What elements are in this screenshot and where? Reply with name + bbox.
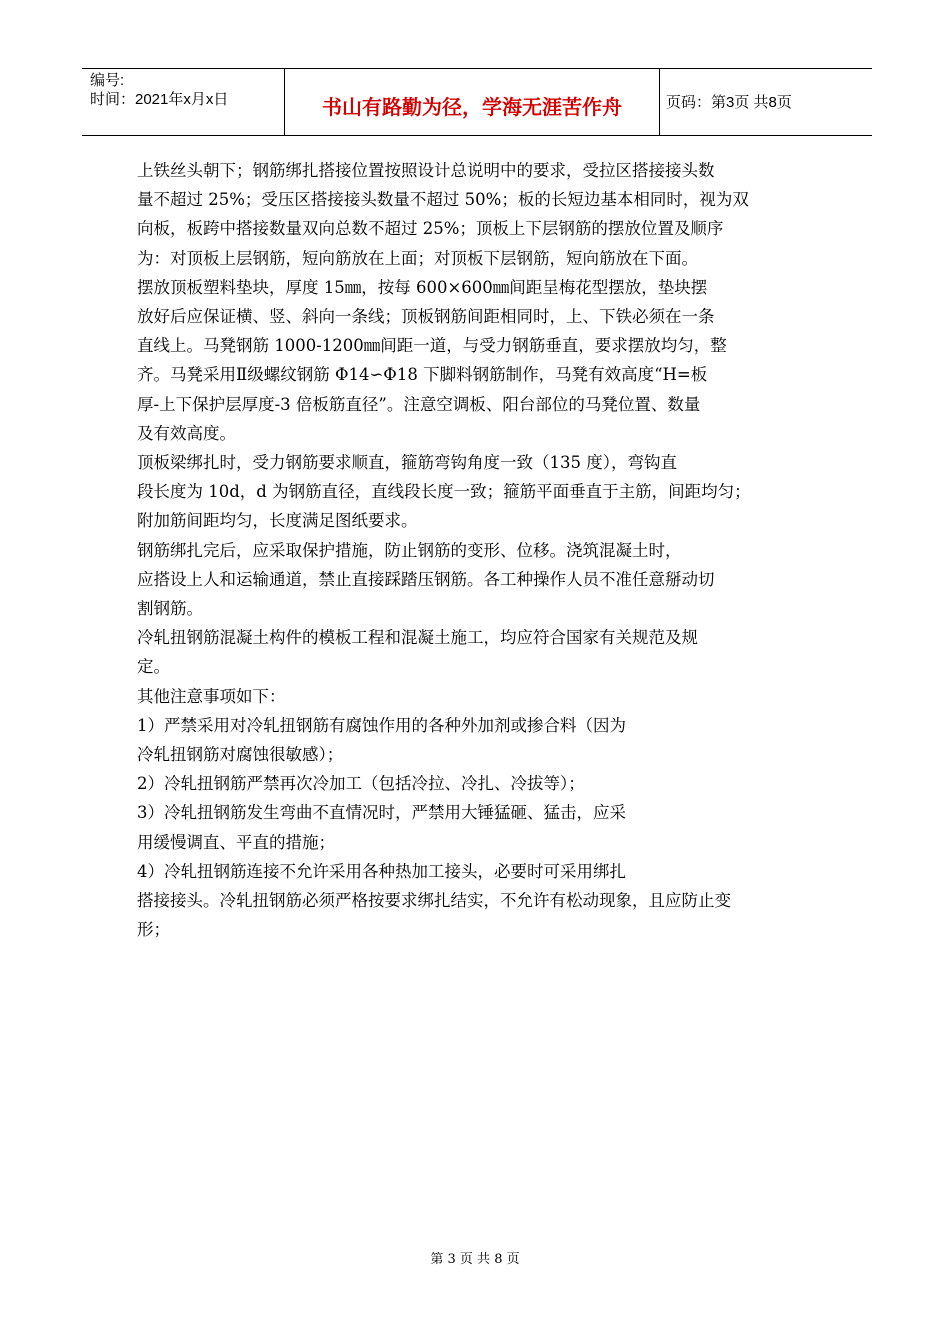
body-text-line: 直线上。马凳钢筋 1000-1200㎜间距一道，与受力钢筋垂直，要求摆放均匀，整	[137, 336, 727, 356]
body-text-line: 其他注意事项如下：	[137, 686, 286, 706]
header-page-cell	[660, 69, 872, 135]
body-text-line: 上铁丝头朝下；钢筋绑扎搭接位置按照设计总说明中的要求，受拉区搭接接头数	[137, 161, 715, 180]
header-info-cell	[82, 69, 285, 135]
body-text-line: 4）冷轧扭钢筋连接不允许采用各种热加工接头，必要时可采用绑扎	[137, 861, 626, 881]
body-text-line: 定。	[137, 657, 170, 677]
body-text-line: 冷轧扭钢筋对腐蚀很敏感）；	[137, 745, 344, 764]
body-text-line: 附加筋间距均匀，长度满足图纸要求。	[137, 511, 418, 531]
body-text-line: 放好后应保证横、竖、斜向一条线；顶板钢筋间距相同时，上、下铁必须在一条	[137, 307, 715, 326]
body-text-line: 顶板梁绑扎时，受力钢筋要求顺直，箍筋弯钩角度一致（135 度），弯钩直	[137, 453, 677, 472]
body-text-line: 形；	[137, 920, 170, 940]
body-text-line: 钢筋绑扎完后，应采取保护措施，防止钢筋的变形、位移。浇筑混凝土时，	[137, 540, 682, 560]
body-text-line: 冷轧扭钢筋混凝土构件的模板工程和混凝土施工，均应符合国家有关规范及规	[137, 628, 698, 648]
body-text-line: 1）严禁采用对冷轧扭钢筋有腐蚀作用的各种外加剂或掺合料（因为	[137, 715, 626, 735]
body-text-line: 段长度为 10d，d 为钢筋直径，直线段长度一致；箍筋平面垂直于主筋，间距均匀；	[137, 482, 751, 502]
header-page-number: 页码：第3页 共8页	[666, 94, 792, 111]
body-text-line: 用缓慢调直、平直的措施；	[137, 832, 335, 852]
body-text-line: 2）冷轧扭钢筋严禁再次冷加工（包括冷拉、冷扎、冷拔等）；	[137, 774, 585, 794]
body-text-line: 应搭设上人和运输通道，禁止直接踩踏压钢筋。各工种操作人员不准任意掰动切	[137, 569, 715, 589]
body-text-line: 及有效高度。	[137, 423, 236, 443]
body-text-line: 摆放顶板塑料垫块，厚度 15㎜，按每 600×600㎜间距呈梅花型摆放，垫块摆	[137, 277, 708, 297]
header-motto-cell	[285, 69, 660, 135]
body-text-line: 为：对顶板上层钢筋，短向筋放在上面；对顶板下层钢筋，短向筋放在下面。	[137, 248, 698, 268]
body-text-line: 向板，板跨中搭接数量双向总数不超过 25%；顶板上下层钢筋的摆放位置及顺序	[137, 219, 724, 239]
body-text-line: 割钢筋。	[137, 599, 203, 618]
body-text-line: 搭接接头。冷轧扭钢筋必须严格按要求绑扎结实，不允许有松动现象，且应防止变	[137, 891, 731, 910]
page-header	[82, 68, 872, 136]
body-text-line: 厚-上下保护层厚度-3 倍板筋直径”。注意空调板、阳台部位的马凳位置、数量	[137, 394, 701, 414]
body-text-line: 齐。马凳采用Ⅱ级螺纹钢筋 Φ14∽Φ18 下脚料钢筋制作，马凳有效高度“H=板	[137, 365, 708, 385]
motto-text: 书山有路勤为径，学海无涯苦作舟	[322, 95, 622, 119]
body-text-line: 量不超过 25%；受压区搭接接头数量不超过 50%；板的长短边基本相同时，视为双	[137, 190, 749, 210]
page-footer: 第 3 页 共 8 页	[430, 1252, 520, 1267]
serial-number-label: 编号:	[90, 72, 125, 89]
body-text-line: 3）冷轧扭钢筋发生弯曲不直情况时，严禁用大锤猛砸、猛击，应采	[137, 803, 626, 823]
time-label: 时间：2021年x月x日	[90, 91, 229, 108]
